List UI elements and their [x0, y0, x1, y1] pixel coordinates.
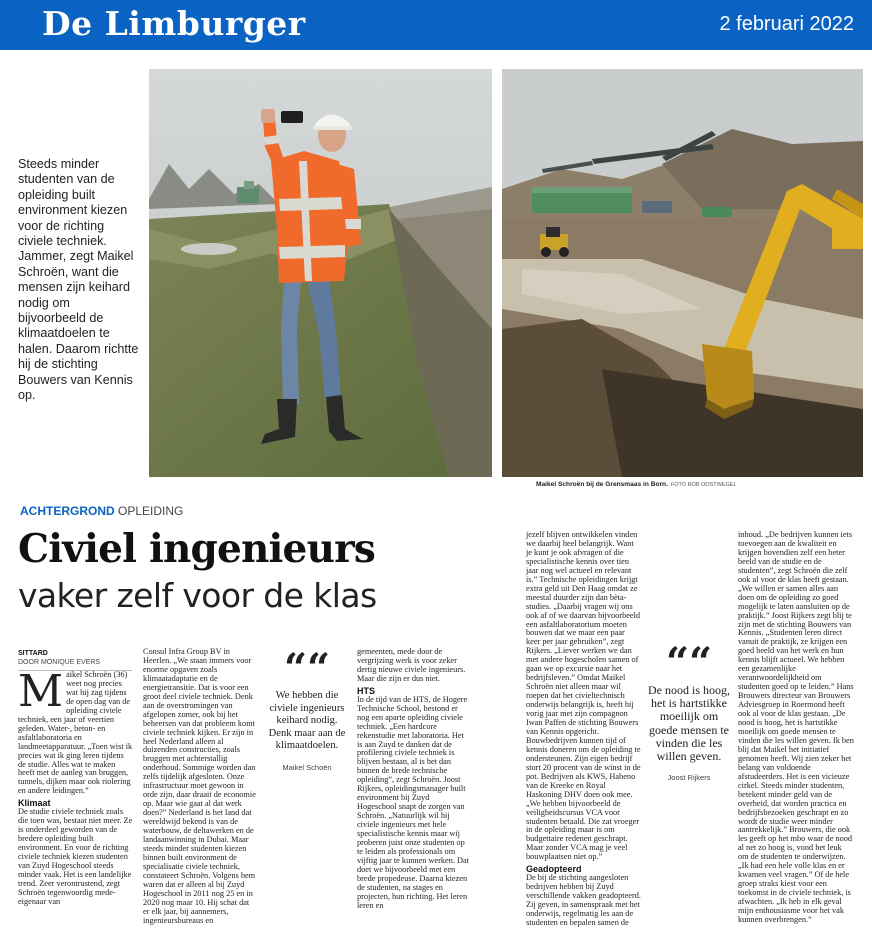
pull-quote-author: Maikel Schoën	[282, 762, 332, 772]
section-name[interactable]: ACHTERGROND	[20, 504, 115, 518]
photo-man-selfie-image	[149, 69, 492, 477]
photo-excavator-image	[502, 69, 863, 477]
pull-quote-1	[265, 645, 349, 772]
section-topic[interactable]: OPLEIDING	[118, 504, 184, 518]
caption-text: Maikel Schroën bij de Grensmaas in Born.	[536, 481, 668, 488]
article-column-4	[526, 530, 641, 927]
photo-man-selfie	[149, 69, 492, 477]
quote-mark-icon: ““	[665, 639, 712, 686]
article-column-3	[357, 647, 470, 910]
article-intro: Steeds minder studenten van de opleiding built environment kiezen voor de richting civiele techniek. Jammer, zegt Maikel Schroën, want die mensen zijn keihard nodig om bijvoorbeeld de klimaatdoelen te halen. Daarom richtte hij de stichting Bouwers van Kennis op.	[18, 157, 139, 403]
subheadline: vaker zelf voor de klas	[18, 576, 377, 615]
masthead	[0, 0, 872, 50]
article-paragraph: Consul Infra Group BV in Heerlen. „We staan immers voor enorme opgaven zoals klimaatadaptatie en de energietransitie. Dat is voor een groot deel civiele techniek. Denk aan de overstromingen van afgelopen zomer, ook bij het beheersen van dat probleem komt civiele techniek kijken. Er zijn in heel Nederland alleen al duizenden constructies, zoals bruggen met achterstallig onderhoud. Sommige worden dan zelfs tijdelijk afgesloten. Onze infrastructuur moet gewoon in orde zijn, daar draait de economie op. Maar wie gaat al dat werk doen?” Nederland is het land dat wereldwijd bekend is van de waterbouw, de deltawerken en de landaanwinning in Dubai. Maar steeds minder studenten kiezen binnen built environment de specialisatie civiele techniek, constateert Schroën. Volgens hem waren dat er alleen al bij Zuyd Hogeschool in 2011 nog 25 en in 2020 nog maar 10. Hij schat dat er elk jaar, bij aannemers, ingenieursbureaus en	[143, 647, 256, 925]
byline-author: DOOR MONIQUE EVERS	[18, 658, 132, 671]
quote-mark-icon: ““	[283, 645, 330, 692]
article-column-1	[18, 666, 133, 906]
article-subheading-hts: HTS	[357, 685, 375, 696]
pull-quote-2	[645, 639, 733, 783]
article-paragraph: In de tijd van de HTS, de Hogere Technische School, bestond er nog een aparte opleiding civiele techniek. „Een hardcore rekenstudie met laboratoria. Het is aan Zuyd te danken dat de profilering civiele techniek is blijven bestaan, al is het dan binnen de brede technische opleiding”, zegt Schroën. Joost Rijkers, opleidingsmanager built environment bij Zuyd Hogeschool snapt de zorgen van Schroën. „Natuurlijk wil hij civiele ingenieurs met hele specialistische kennis maar wij proberen juist onze studenten op te leiden als professionals om vijftig jaar te kunnen werken. Dat doet we bijvoorbeeld met een brede propedeuse. Daarna kiezen de studenten, na stages en projecten, hun richting. Het leren leren en	[357, 694, 469, 910]
article-lead: aikel Schroën (36) weet nog precies wat hij zag tijdens de open dag van de opleiding civiele techniek, een jaar of veertien geleden. Water-, beton- en asfaltlaboratoria en landmeetapparatuur. „Toen wist ik precies wat ik ging leren tijdens de studie. Alles wat te maken heeft met de aanleg van bruggen, tunnels, dijken maar ook riolering en andere leidingen.”	[18, 670, 133, 796]
dropcap: M	[18, 666, 64, 717]
photo-credit: FOTO ROB OOSTWEGEL	[670, 482, 737, 488]
byline-city: SITTARD	[18, 650, 48, 657]
article-column-5	[738, 530, 854, 924]
pull-quote-text: We hebben die civiele ingenieurs keihard nodig. Denk maar aan de klimaatdoelen.	[268, 690, 346, 752]
pull-quote-text: De nood is hoog, het is hartstikke moeilijk om goede mensen te vinden die les willen geven.	[648, 683, 730, 764]
issue-date: 2 februari 2022	[719, 13, 854, 35]
article-column-2	[143, 647, 257, 925]
article-paragraph: gemeenten, mede door de vergrijzing werk is voor zeker dertig nieuwe civiele ingenieurs. Maar die zijn er dus niet.	[357, 647, 466, 683]
article-paragraph: De bij de stichting aangesloten bedrijven hebben bij Zuyd verschillende vakken geadopteerd. Zij geven, in samenspraak met het onderwijs, regelmatig les aan de studenten en bepalen samen de	[526, 873, 641, 927]
pull-quote-author: Joost Rijkers	[667, 773, 711, 783]
article-paragraph: jezelf blijven ontwikkelen vinden we daarbij heel belangrijk. Want je kunt je ook afvragen of die specialistische kennis over tien jaar nog wel actueel en relevant is.” Technische opleidingen krijgt extra geld uit Den Haag omdat ze meestal duurder zijn dan bèta-studies. „Daarbij vragen wij ons ook af of we daarvan bijvoorbeeld een asfaltlaboratorium moeten bouwen dat we maar een paar keer per jaar gebruiken”, zegt Rijkers. „Liever werken we dan met andere hogescholen samen of gaan we op excursie naar het bedrijfsleven.” Omdat Maikel Schroën niet alleen maar wil roepen dat het civieltechnisch onderwijs belangrijk is, heeft hij vorig jaar met zijn compagnon Iwan Paffen de stichting Bouwers van Kennis opgericht. Bouwbedrijven kunnen tijd of kennis doneren om de opleiding te ondersteunen. Zijn eigen bedrijf stort 20 procent van de winst in de pot. Bedrijven als KWS, Habeno van de Kreeke en Royal Haskoning DHV doen ook mee. „We hebben bijvoorbeeld de veiligheidscursus VCA voor studenten betaald. Die zat vroeger in de opleiding maar is om budgettaire redenen geschrapt. Maar zonder VCA mag je veel bouwplaatsen niet op.”	[526, 530, 641, 862]
section-label	[20, 504, 183, 518]
photo-caption	[536, 481, 737, 488]
headline: Civiel ingenieurs	[18, 526, 376, 572]
newspaper-logo[interactable]: De Limburger	[42, 4, 306, 43]
photo-excavator	[502, 69, 863, 477]
article-subheading-klimaat: Klimaat	[18, 798, 51, 809]
article-subheading-geadopteerd: Geadopteerd	[526, 864, 582, 875]
article-paragraph: De studie civiele techniek zoals die toen was, bestaat niet meer. Ze is onderdeel geworden van de bredere opleiding built environment. En voor de richting civiele techniek kiezen studenten van Zuyd Hogeschool steeds minder vaak. Het is een landelijke trend. Zeer verontrustend, zegt Schroën tegenwoordig mede-eigenaar van	[18, 807, 133, 906]
article-paragraph: inhoud. „De bedrijven kunnen iets toevoegen aan de kwaliteit en krijgen bovendien zelf een beter beeld van de studie en de studenten”, zegt Schroën die zelf ook al voor de klas heeft gestaan. „We willen er samen alles aan doen om de opleiding zo goed mogelijk te laten aansluiten op de praktijk.” Joost Rijkers zegt blij te zijn met de stichting Bouwers van Kennis. „Studenten leren direct vanuit de praktijk, ze krijgen een goed beeld van het werk en hun kennis blijft actueel. We hebben een gezamenlijke verantwoordelijkheid om studenten goed op te leiden.” Hans Brouwers directeur van Brouwers Adviesgroep in Roermond heeft ook al voor de klas gestaan. „De nood is hoog, het is hartstikke moeilijk om goede mensen te vinden die les willen geven. Ik ben blij dat Maikel het initiatief genomen heeft. Wij zien zeker het belang van voldoende afstudeerders. Het is een vicieuze cirkel. Steeds minder studenten, betekent minder geld van de overheid, dat worden practica en bedrijfsbezoeken geschrapt en zo wordt de studie weer minder aantrekkelijk.” Brouwers, die ook les geeft op het mbo waar de nood al net zo hoog is, vond het leuk om de studenten te onderwijzen. „Ik had een hele volle klas en er kwamen veel vragen.” Of de hele groep straks kiest voor een toekomst in de civiele techniek, is afwachten. „Ik heb in elk geval mijn enthousiasme voor het vak kunnen overbrengen.”	[738, 530, 854, 924]
